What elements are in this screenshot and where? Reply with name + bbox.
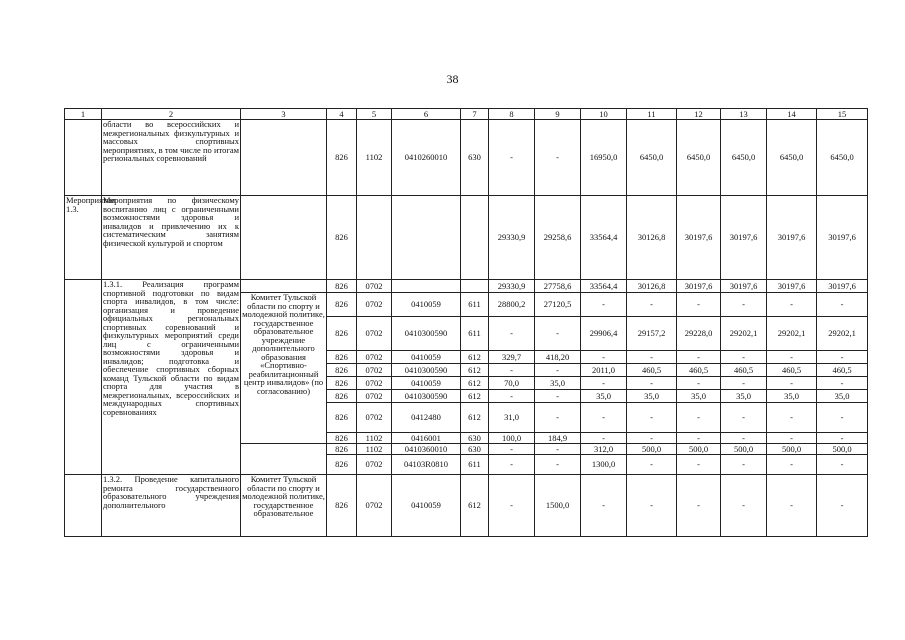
cell: 826 <box>327 390 357 403</box>
cell <box>241 280 327 293</box>
cell: 1500,0 <box>535 475 581 537</box>
cell: - <box>677 377 721 390</box>
cell: - <box>721 351 767 364</box>
activity-description: Мероприятия по физическому воспитанию лиц с ограниченными возможностями здоровья и инвалидов и привлечению их к систематическим занятиям физической культурой и спортом <box>102 196 241 280</box>
table-row <box>65 120 868 196</box>
cell: - <box>817 293 868 317</box>
header-cell: 4 <box>327 109 357 120</box>
activity-description: области во всероссийских и межрегиональных физкультурных и массовых спортивных мероприятиях, в том числе по итогам региональных соревнований <box>102 120 241 196</box>
cell: 500,0 <box>677 444 721 455</box>
cell: 611 <box>461 317 489 351</box>
cell <box>461 280 489 293</box>
cell: - <box>817 455 868 475</box>
cell: - <box>535 444 581 455</box>
cell: 0702 <box>357 364 392 377</box>
cell: 33564,4 <box>581 280 627 293</box>
cell: - <box>817 377 868 390</box>
cell: - <box>489 475 535 537</box>
cell: 0416001 <box>392 433 461 444</box>
cell <box>65 120 102 196</box>
cell: - <box>767 293 817 317</box>
cell: - <box>767 377 817 390</box>
header-cell: 9 <box>535 109 581 120</box>
cell: 6450,0 <box>627 120 677 196</box>
cell: 0702 <box>357 475 392 537</box>
cell <box>65 280 102 475</box>
cell: 826 <box>327 433 357 444</box>
cell: - <box>677 403 721 433</box>
cell: 0410059 <box>392 475 461 537</box>
cell: 04103R0810 <box>392 455 461 475</box>
cell: 826 <box>327 377 357 390</box>
cell: 29330,9 <box>489 196 535 280</box>
cell: 29906,4 <box>581 317 627 351</box>
cell <box>392 280 461 293</box>
cell: 31,0 <box>489 403 535 433</box>
cell: - <box>581 433 627 444</box>
cell: 29258,6 <box>535 196 581 280</box>
cell: - <box>721 377 767 390</box>
cell: 30197,6 <box>767 196 817 280</box>
header-cell: 2 <box>102 109 241 120</box>
cell: - <box>535 390 581 403</box>
cell: - <box>489 317 535 351</box>
cell: 30197,6 <box>721 280 767 293</box>
cell: 28800,2 <box>489 293 535 317</box>
cell: 0702 <box>357 403 392 433</box>
cell: - <box>767 475 817 537</box>
cell: 460,5 <box>721 364 767 377</box>
cell: 1102 <box>357 120 392 196</box>
cell: - <box>581 351 627 364</box>
cell: - <box>489 444 535 455</box>
cell: 70,0 <box>489 377 535 390</box>
header-cell: 11 <box>627 109 677 120</box>
cell: 630 <box>461 120 489 196</box>
cell: 826 <box>327 280 357 293</box>
cell: 826 <box>327 444 357 455</box>
cell: 0410300590 <box>392 364 461 377</box>
cell: 29202,1 <box>721 317 767 351</box>
cell: 2011,0 <box>581 364 627 377</box>
cell: 500,0 <box>767 444 817 455</box>
budget-table <box>64 108 868 537</box>
cell: 0410300590 <box>392 317 461 351</box>
header-cell: 12 <box>677 109 721 120</box>
cell: 0410300590 <box>392 390 461 403</box>
cell: - <box>817 433 868 444</box>
cell: 611 <box>461 293 489 317</box>
cell: - <box>721 293 767 317</box>
cell: 612 <box>461 390 489 403</box>
cell: - <box>767 403 817 433</box>
cell: - <box>677 293 721 317</box>
cell: - <box>677 455 721 475</box>
cell: 30197,6 <box>677 280 721 293</box>
cell: 30126,8 <box>627 280 677 293</box>
cell: - <box>489 120 535 196</box>
measure-label: Мероприятия 1.3. <box>65 196 102 280</box>
header-cell: 8 <box>489 109 535 120</box>
cell: 612 <box>461 403 489 433</box>
cell: - <box>721 433 767 444</box>
cell: 0410059 <box>392 351 461 364</box>
cell: 611 <box>461 455 489 475</box>
cell: 16950,0 <box>581 120 627 196</box>
cell: 826 <box>327 351 357 364</box>
cell: 312,0 <box>581 444 627 455</box>
table-row <box>65 196 868 280</box>
header-cell: 15 <box>817 109 868 120</box>
cell: 6450,0 <box>767 120 817 196</box>
cell: 500,0 <box>721 444 767 455</box>
cell: 35,0 <box>627 390 677 403</box>
cell: 460,5 <box>817 364 868 377</box>
cell: 1102 <box>357 433 392 444</box>
cell: 0412480 <box>392 403 461 433</box>
cell: 418,20 <box>535 351 581 364</box>
cell: 612 <box>461 364 489 377</box>
cell: 30197,6 <box>721 196 767 280</box>
cell <box>65 475 102 537</box>
cell: 35,0 <box>581 390 627 403</box>
cell: 27758,6 <box>535 280 581 293</box>
cell: - <box>721 455 767 475</box>
cell: 612 <box>461 351 489 364</box>
cell: 0702 <box>357 351 392 364</box>
cell: 0410360010 <box>392 444 461 455</box>
cell: 1102 <box>357 444 392 455</box>
header-cell: 14 <box>767 109 817 120</box>
cell: 0702 <box>357 377 392 390</box>
cell <box>357 196 392 280</box>
cell: 500,0 <box>817 444 868 455</box>
header-cell: 3 <box>241 109 327 120</box>
cell: 0702 <box>357 455 392 475</box>
cell: 29202,1 <box>767 317 817 351</box>
cell: 30197,6 <box>817 280 868 293</box>
cell: 826 <box>327 293 357 317</box>
cell: - <box>767 455 817 475</box>
cell: 0410260010 <box>392 120 461 196</box>
cell: 33564,4 <box>581 196 627 280</box>
cell: - <box>535 120 581 196</box>
cell: - <box>627 475 677 537</box>
cell: - <box>489 455 535 475</box>
cell: 460,5 <box>677 364 721 377</box>
cell: 184,9 <box>535 433 581 444</box>
cell: - <box>627 403 677 433</box>
cell: 29330,9 <box>489 280 535 293</box>
header-row <box>65 109 868 120</box>
cell: 35,0 <box>817 390 868 403</box>
cell: - <box>535 455 581 475</box>
cell: 826 <box>327 455 357 475</box>
cell: - <box>767 351 817 364</box>
header-cell: 1 <box>65 109 102 120</box>
cell: 27120,5 <box>535 293 581 317</box>
cell: 0702 <box>357 317 392 351</box>
table-body <box>65 109 868 537</box>
table-row <box>65 280 868 293</box>
cell: 6450,0 <box>677 120 721 196</box>
cell: 826 <box>327 475 357 537</box>
cell: 0702 <box>357 390 392 403</box>
header-cell: 6 <box>392 109 461 120</box>
cell: - <box>817 351 868 364</box>
cell: 35,0 <box>721 390 767 403</box>
cell: - <box>535 403 581 433</box>
cell: 826 <box>327 364 357 377</box>
cell: - <box>489 390 535 403</box>
cell: - <box>627 455 677 475</box>
page-number: 38 <box>446 72 459 86</box>
cell: - <box>581 377 627 390</box>
cell <box>461 196 489 280</box>
cell: - <box>677 475 721 537</box>
cell: 826 <box>327 120 357 196</box>
cell: 630 <box>461 433 489 444</box>
responsible-executor: Комитет Тульской области по спорту и молодежной политике, государственное образовательное учреждение дополнительного образования «Спортивно-реабилитационный центр инвалидов» (по согласованию) <box>241 293 327 444</box>
cell: - <box>489 364 535 377</box>
cell <box>241 120 327 196</box>
cell: 0702 <box>357 280 392 293</box>
cell: - <box>627 293 677 317</box>
cell: - <box>581 403 627 433</box>
cell: 460,5 <box>767 364 817 377</box>
cell: 100,0 <box>489 433 535 444</box>
cell: 500,0 <box>627 444 677 455</box>
cell: - <box>767 433 817 444</box>
cell: 0410059 <box>392 377 461 390</box>
cell <box>241 444 327 475</box>
cell: - <box>627 433 677 444</box>
cell: 826 <box>327 317 357 351</box>
subprogram-description: 1.3.1. Реализация программ спортивной подготовки по видам спорта инвалидов, в том числе: организация и проведение официальных региональных спортивных соревнований и физкультурных мероприятий среди лиц с ограниченными возможностями здоровья и инвалидов; подготовка и обеспечение спортивных сборных команд Тульской области по видам спорта для участия в межрегиональных, всероссийских и международных спортивных соревнованиях <box>102 280 241 475</box>
cell: 35,0 <box>677 390 721 403</box>
cell: 30197,6 <box>817 196 868 280</box>
cell: 1300,0 <box>581 455 627 475</box>
cell: 29202,1 <box>817 317 868 351</box>
cell: 612 <box>461 475 489 537</box>
cell: - <box>721 403 767 433</box>
cell: 329,7 <box>489 351 535 364</box>
header-cell: 5 <box>357 109 392 120</box>
cell: 6450,0 <box>721 120 767 196</box>
cell: - <box>677 433 721 444</box>
cell: 460,5 <box>627 364 677 377</box>
cell: 30126,8 <box>627 196 677 280</box>
cell: - <box>535 317 581 351</box>
cell: 35,0 <box>535 377 581 390</box>
cell: 826 <box>327 196 357 280</box>
cell: 35,0 <box>767 390 817 403</box>
responsible-executor: Комитет Тульской области по спорту и молодежной политике, государственное образовательное <box>241 475 327 537</box>
cell: 6450,0 <box>817 120 868 196</box>
cell: - <box>627 377 677 390</box>
cell: 0410059 <box>392 293 461 317</box>
header-cell: 13 <box>721 109 767 120</box>
cell: 630 <box>461 444 489 455</box>
cell: 30197,6 <box>677 196 721 280</box>
cell: - <box>535 364 581 377</box>
activity-description: 1.3.2. Проведение капитального ремонта государственного образовательного учреждения дополнительного <box>102 475 241 537</box>
header-cell: 7 <box>461 109 489 120</box>
cell: - <box>627 351 677 364</box>
table-row <box>65 475 868 537</box>
cell <box>392 196 461 280</box>
cell: - <box>677 351 721 364</box>
cell <box>241 196 327 280</box>
cell: 826 <box>327 403 357 433</box>
cell: - <box>817 403 868 433</box>
header-cell: 10 <box>581 109 627 120</box>
cell: - <box>581 475 627 537</box>
cell: - <box>721 475 767 537</box>
cell: - <box>817 475 868 537</box>
cell: - <box>581 293 627 317</box>
cell: 0702 <box>357 293 392 317</box>
cell: 29228,0 <box>677 317 721 351</box>
cell: 30197,6 <box>767 280 817 293</box>
cell: 29157,2 <box>627 317 677 351</box>
cell: 612 <box>461 377 489 390</box>
